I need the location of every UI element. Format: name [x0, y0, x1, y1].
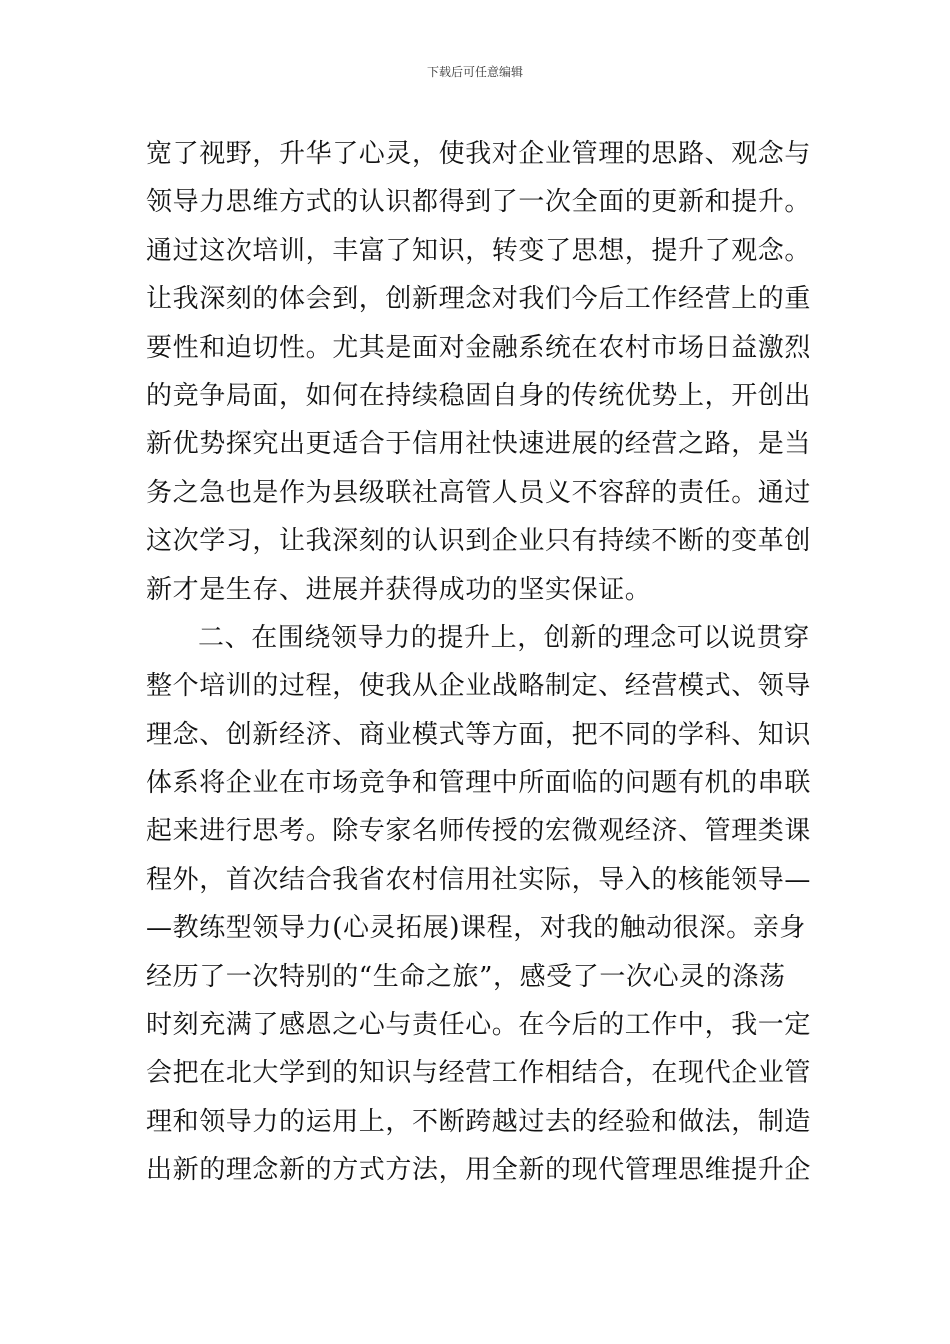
text-line: 这次学习，让我深刻的认识到企业只有持续不断的变革创 [146, 526, 812, 557]
text-line: 新才是生存、进展并获得成功的坚实保证。 [146, 574, 652, 605]
text-line: 整个培训的过程，使我从企业战略制定、经营模式、领导 [146, 671, 812, 702]
paragraph-start-line: 二、在围绕领导力的提升上，创新的理念可以说贯穿 [198, 622, 810, 653]
text-line: 经历了一次特别的“生命之旅”，感受了一次心灵的涤荡 [146, 961, 786, 992]
text-line: 通过这次培训，丰富了知识，转变了思想，提升了观念。 [146, 235, 812, 266]
text-line: 理念、创新经济、商业模式等方面，把不同的学科、知识 [146, 719, 812, 750]
text-line: 程外，首次结合我省农村信用社实际，导入的核能领导— [146, 864, 812, 895]
text-line: 理和领导力的运用上，不断跨越过去的经验和做法，制造 [146, 1106, 812, 1137]
text-line: 时刻充满了感恩之心与责任心。在今后的工作中，我一定 [146, 1010, 812, 1041]
text-line: 务之急也是作为县级联社高管人员义不容辞的责任。通过 [146, 477, 812, 508]
text-line: 让我深刻的体会到，创新理念对我们今后工作经营上的重 [146, 284, 812, 315]
text-line: 领导力思维方式的认识都得到了一次全面的更新和提升。 [146, 187, 812, 218]
text-line: 的竞争局面，如何在持续稳固自身的传统优势上，开创出 [146, 380, 812, 411]
page-header: 下载后可任意编辑 [426, 65, 523, 79]
text-line: 起来进行思考。除专家名师传授的宏微观经济、管理类课 [146, 816, 812, 847]
text-line: 体系将企业在市场竞争和管理中所面临的问题有机的串联 [146, 768, 812, 799]
text-line: 会把在北大学到的知识与经营工作相结合，在现代企业管 [146, 1058, 812, 1089]
text-line: 宽了视野，升华了心灵，使我对企业管理的思路、观念与 [146, 139, 812, 169]
text-line: 出新的理念新的方式方法，用全新的现代管理思维提升企 [146, 1155, 812, 1186]
text-line: 新优势探究出更适合于信用社快速进展的经营之路，是当 [146, 429, 812, 460]
document-body [146, 130, 816, 1195]
text-line: —教练型领导力(心灵拓展)课程，对我的触动很深。亲身 [146, 913, 806, 944]
text-line: 要性和迫切性。尤其是面对金融系统在农村市场日益激烈 [146, 332, 812, 363]
